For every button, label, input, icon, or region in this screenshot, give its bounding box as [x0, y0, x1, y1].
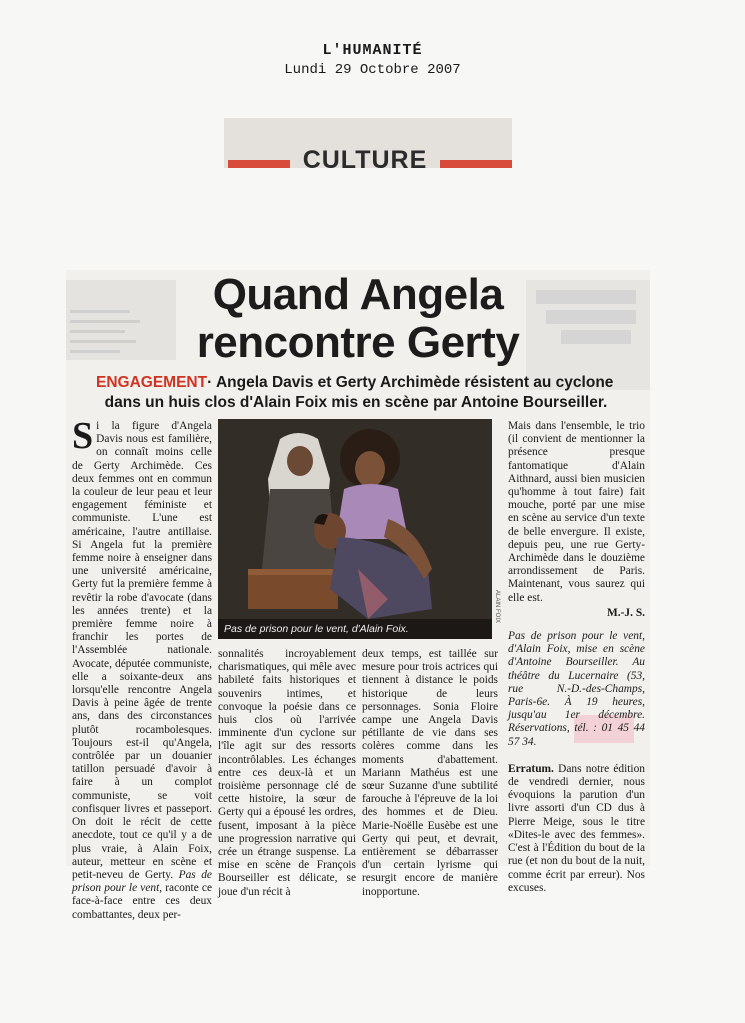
show-info-text: Pas de prison pour le vent, d'Alain Foix, mise en scène d'Antoine Bourseiller. Au théâtre du Lucernaire (53, rue N.-D.-des-Champs, Paris-6e. À 19 heures, jusqu'au 1er décembre. Réservations,: [508, 630, 645, 735]
deck-line-2: dans un huis clos d'Alain Foix mis en scène par Antoine Bourseiller.: [104, 394, 608, 411]
column-3-text: deux temps, est taillée sur mesure pour trois actrices qui tiennent à distance le poids historique de leurs personnages. Sonia Floire campe une Angela Davis pétillante de vie dans ses colères comme dans les moments d'abattement. Mariann Mathéus est une sœur Suzanne d'une subtilité farouche à l'épreuve de la loi des hommes et de Dieu. Marie-Noëlle Eusèbe est une Gerty qui peut, et devrait, entièrement se débarrasser d'un certain lyrisme qui resurgit encore de manière inopportune.: [362, 648, 498, 898]
show-info: [508, 630, 645, 749]
headline-line-1: Quand Angela: [212, 270, 504, 319]
headline-line-2: rencontre Gerty: [196, 318, 520, 367]
column-4-text: Mais dans l'ensemble, le trio (il convient de mentionner la présence presque fantomatique d'Alain Aithnard, aussi bien musicien qu'homme à tout faire) fait mouche, porté par une mise en scène au service d'un texte de belle envergure. Il existe, depuis peu, une rue Gerty-Archimède dans le douzième arrondissement de Paris. Maintenant, vous saurez qui elle est.: [508, 420, 645, 604]
section-label: CULTURE: [302, 146, 428, 174]
article-column-1: [72, 415, 212, 922]
play-title-inline: Pas de prison pour le vent,: [72, 868, 212, 895]
author-signature: M.-J. S.: [607, 606, 645, 619]
deck-text-1: · Angela Davis et Gerty Archimède résistent au cyclone: [207, 374, 614, 391]
article-column-2: [218, 648, 356, 899]
erratum-text: Dans notre édition de vendredi dernier, nous évoquions la parution d'un livre assorti d'un CD dus à Pierre Meige, sous le titre «Dites-le avec des femmes». C'est à l'Édition du bout de la rue (et non du bout de la nuit, comme écrit par erreur). Nos excuses.: [508, 762, 645, 894]
article-column-4: [508, 420, 645, 895]
column-2-text: sonnalités incroyablement charismatiques, qui mêle avec habileté faits historiques et souvenirs intimes, et convoque la poésie dans ce huis clos où l'arrivée imminente d'un cyclone sur l'île agit sur des ressorts incontrôlables. Les échanges entre ces deux-là et un troisième personnage clé de cette histoire, la sœur de Gerty qui a épousé les ordres, fusent, imposant à la pièce une progression narrative qui crée un étrange suspense. La mise en scène de François Bourseiller est délicate, se joue d'un récit à: [218, 648, 356, 898]
photo-caption: Pas de prison pour le vent, d'Alain Foix.: [218, 619, 492, 639]
show-info-phone: tél. : 01 45 44 57 34.: [508, 722, 645, 748]
drop-cap: S: [72, 415, 94, 457]
kicker-label: ENGAGEMENT: [96, 374, 208, 391]
article-photo: [218, 419, 492, 639]
article-column-3: [362, 648, 498, 899]
publication-name: L'HUMANITÉ: [322, 42, 423, 59]
deck-line-1: [96, 374, 613, 392]
section-accent-bar-right: [440, 160, 512, 168]
photo-credit: ALAIN FOIX: [494, 590, 500, 624]
photo-illustration: [218, 419, 492, 639]
section-accent-bar-left: [228, 160, 290, 168]
erratum-note: [508, 763, 645, 895]
column-1-text-end: raconte ce face-à-face entre ces deux combattantes, deux per-: [72, 882, 212, 921]
erratum-label: Erratum.: [508, 762, 554, 775]
publication-date: Lundi 29 Octobre 2007: [284, 62, 461, 78]
column-1-text: i la figure d'Angela Davis nous est familière, on connaît moins celle de Gerty Archimède. Ces deux femmes ont en commun la couleur de leur peau et leur engagement féministe et communiste. L'une est américaine, l'autre antillaise. Si Angela fut la première femme noire à enseigner dans une université américaine, Gerty fut la première femme à revêtir la robe d'avocate (dans les années trente) et la première femme noire à franchir les portes de l'Assemblée nationale. Avocate, députée communiste, elle a soixante-deux ans lorsqu'elle rencontre Angela Davis à peine âgée de trente ans, dans des circonstances plutôt rocambolesques. Toujours est-il qu'Angela, contrôlée par un douanier tatillon persuadé d'avoir à faire à un complot communiste, se voit confisquer livres et passeport. On doit le récit de cette anecdote, tout ce qu'il y a de plus vraie, à Alain Foix, auteur, metteur en scène et petit-neveu de Gerty.: [72, 420, 212, 881]
